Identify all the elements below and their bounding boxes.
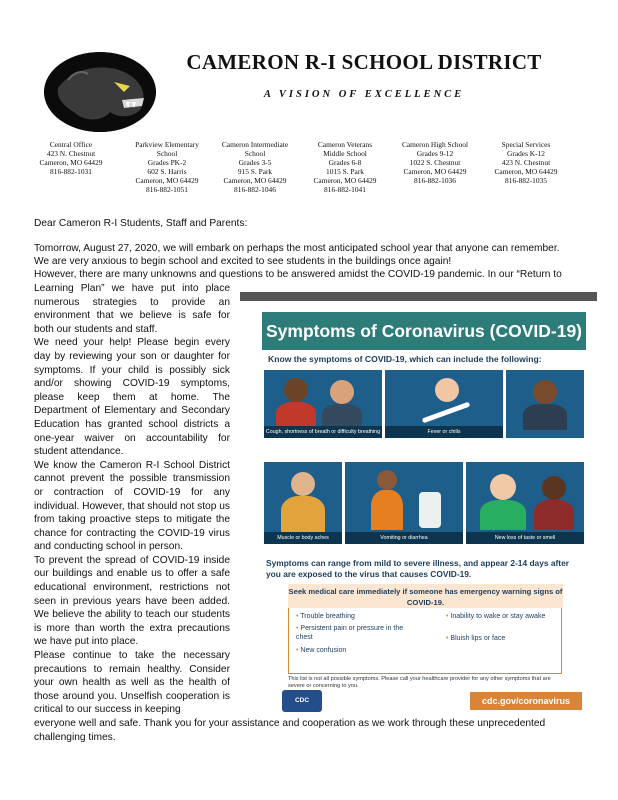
office-line: 816-882-1051 bbox=[146, 185, 188, 194]
poster-title: Symptoms of Coronavirus (COVID-19) bbox=[262, 312, 586, 350]
office-line: Grades 6-8 bbox=[328, 158, 362, 167]
office-line: Grades K-12 bbox=[507, 149, 545, 158]
warning-item: • Trouble breathing bbox=[296, 613, 355, 620]
office-line: Cameron, MO 64429 bbox=[223, 176, 287, 185]
symptom-caption: New loss of taste or smell bbox=[466, 532, 584, 544]
office-high bbox=[387, 140, 483, 185]
letter-line: Tomorrow, August 27, 2020, we will embark on perhaps the most anticipated school year that anyone can remember. bbox=[34, 243, 560, 254]
warning-item: • Bluish lips or face bbox=[446, 635, 506, 642]
person-icon bbox=[291, 472, 315, 496]
office-line: School bbox=[156, 149, 178, 158]
office-line: 816-882-1031 bbox=[50, 167, 92, 176]
warning-item: • Persistent pain or pressure in the chest bbox=[296, 625, 404, 641]
symptom-range-text: Symptoms can range from mild to severe illness, and appear 2-14 days after you are exposed to the virus that causes COVID-19. bbox=[266, 558, 570, 579]
symptom-caption: Fever or chills bbox=[385, 426, 503, 438]
thermometer-icon bbox=[422, 402, 471, 424]
office-line: Grades PK-2 bbox=[147, 158, 187, 167]
covid-symptoms-poster bbox=[262, 312, 586, 712]
symptom-tile-taste bbox=[466, 462, 584, 544]
office-line: Cameron, MO 64429 bbox=[135, 176, 199, 185]
warning-item: • New confusion bbox=[296, 647, 347, 654]
letter-column bbox=[34, 282, 230, 717]
person-icon bbox=[284, 378, 308, 402]
office-line: Middle School bbox=[323, 149, 367, 158]
letter-paragraph: To prevent the spread of COVID-19 inside our buildings and enable us to offer a safe educational environment, restrictions not seen in previous years have been added. We believe the ability to teach our students is more than worth the extra precautions we have put into place. bbox=[34, 554, 230, 648]
person-icon bbox=[377, 470, 397, 490]
person-icon bbox=[330, 380, 354, 404]
letter-paragraph: Please continue to take the necessary precautions to remain healthy. Consider your own health as well as the health of those around you. Unselfish cooperation is critical to our success in keeping bbox=[34, 650, 230, 716]
office-line: 816-882-1046 bbox=[234, 185, 276, 194]
person-icon bbox=[533, 380, 557, 404]
symptom-caption: Cough, shortness of breath or difficulty breathing bbox=[264, 426, 382, 438]
office-line: 423 N. Chestnut bbox=[46, 149, 96, 158]
office-line: Special Services bbox=[501, 140, 551, 149]
letter-line: We are very anxious to begin school and excited to see students in the buildings once again! bbox=[34, 256, 452, 267]
poster-note: This list is not all possible symptoms. Please call your healthcare provider for any other symptoms that are severe or concerning to you. bbox=[288, 676, 551, 689]
person-icon bbox=[490, 474, 516, 500]
office-line: 816-882-1035 bbox=[505, 176, 547, 185]
office-line: 915 S. Park bbox=[237, 167, 273, 176]
divider-bar bbox=[240, 292, 597, 301]
symptom-tile-cough bbox=[264, 370, 382, 438]
office-line: 1015 S. Park bbox=[326, 167, 364, 176]
office-line: Central Office bbox=[49, 140, 93, 149]
person-icon bbox=[435, 378, 459, 402]
office-line: 816-882-1041 bbox=[324, 185, 366, 194]
letter-line: everyone well and safe. Thank you for your assistance and cooperation as we work through these unprecedented bbox=[34, 718, 546, 729]
office-middle bbox=[297, 140, 393, 194]
warning-item: • Inability to wake or stay awake bbox=[446, 613, 546, 620]
tagline: A VISION OF EXCELLENCE bbox=[263, 89, 465, 100]
office-parkview bbox=[119, 140, 215, 194]
office-line: Cameron High School bbox=[401, 140, 469, 149]
letter-line: challenging times. bbox=[34, 731, 116, 743]
office-line: Cameron, MO 64429 bbox=[39, 158, 103, 167]
cdc-url: cdc.gov/coronavirus bbox=[470, 692, 582, 710]
office-central bbox=[23, 140, 119, 176]
emergency-warning-heading: Seek medical care immediately if someone has emergency warning signs of COVID-19. bbox=[288, 584, 563, 608]
office-line: Parkview Elementary bbox=[135, 140, 199, 149]
office-line: 816-882-1036 bbox=[414, 176, 456, 185]
symptom-caption: Vomiting or diarrhea bbox=[345, 532, 463, 544]
cdc-logo: CDC bbox=[282, 690, 322, 712]
office-line: 602 S. Harris bbox=[147, 167, 187, 176]
office-line: School bbox=[244, 149, 266, 158]
office-line: Grades 9-12 bbox=[416, 149, 454, 158]
letter-closing bbox=[34, 717, 600, 744]
poster-subtitle: Know the symptoms of COVID-19, which can include the following: bbox=[268, 354, 542, 364]
letter-greeting: Dear Cameron R-I Students, Staff and Parents: bbox=[34, 218, 248, 229]
office-line: Cameron Intermediate bbox=[221, 140, 289, 149]
letter-paragraph: Learning Plan” we have put into place numerous strategies to provide an environment that we believe is safe for both our students and staff. bbox=[34, 283, 230, 335]
symptom-caption: Muscle or body aches bbox=[264, 532, 342, 544]
office-line: Grades 3-5 bbox=[238, 158, 272, 167]
toilet-icon bbox=[419, 492, 441, 528]
office-line: Cameron Veterans bbox=[317, 140, 373, 149]
office-special-services bbox=[478, 140, 574, 185]
letter-paragraph: We know the Cameron R-I School District cannot prevent the possible transmission or contraction of COVID-19 for any individual. However, that should not stop us from taking proactive steps to mitigate the chance for contracting the COVID-19 virus and conducting school in person. bbox=[34, 459, 230, 553]
letter-paragraph: We need your help! Please begin every day by reviewing your son or daughter for symptoms. If your child is possibly sick and/or showing COVID-19 symptoms, please keep them at home. The Department of Elementary and Secondary Education has granted school districts a one-year waiver on accountability for student attendance. bbox=[34, 337, 230, 458]
district-title: CAMERON R-I SCHOOL DISTRICT bbox=[186, 50, 542, 74]
office-line: 423 N. Chestnut bbox=[501, 158, 551, 167]
symptom-tile-vomiting bbox=[345, 462, 463, 544]
symptom-tile-aches bbox=[264, 462, 342, 544]
letter-line: However, there are many unknowns and questions to be answered amidst the COVID-19 pandemic. In our “Return to bbox=[34, 269, 562, 280]
symptom-tile-fever bbox=[385, 370, 503, 438]
symptom-tile-chills bbox=[506, 370, 584, 438]
office-intermediate bbox=[207, 140, 303, 194]
office-line: Cameron, MO 64429 bbox=[403, 167, 467, 176]
office-line: Cameron, MO 64429 bbox=[494, 167, 558, 176]
person-icon bbox=[542, 476, 566, 500]
office-line: Cameron, MO 64429 bbox=[313, 176, 377, 185]
office-line: 1022 S. Chestnut bbox=[409, 158, 461, 167]
